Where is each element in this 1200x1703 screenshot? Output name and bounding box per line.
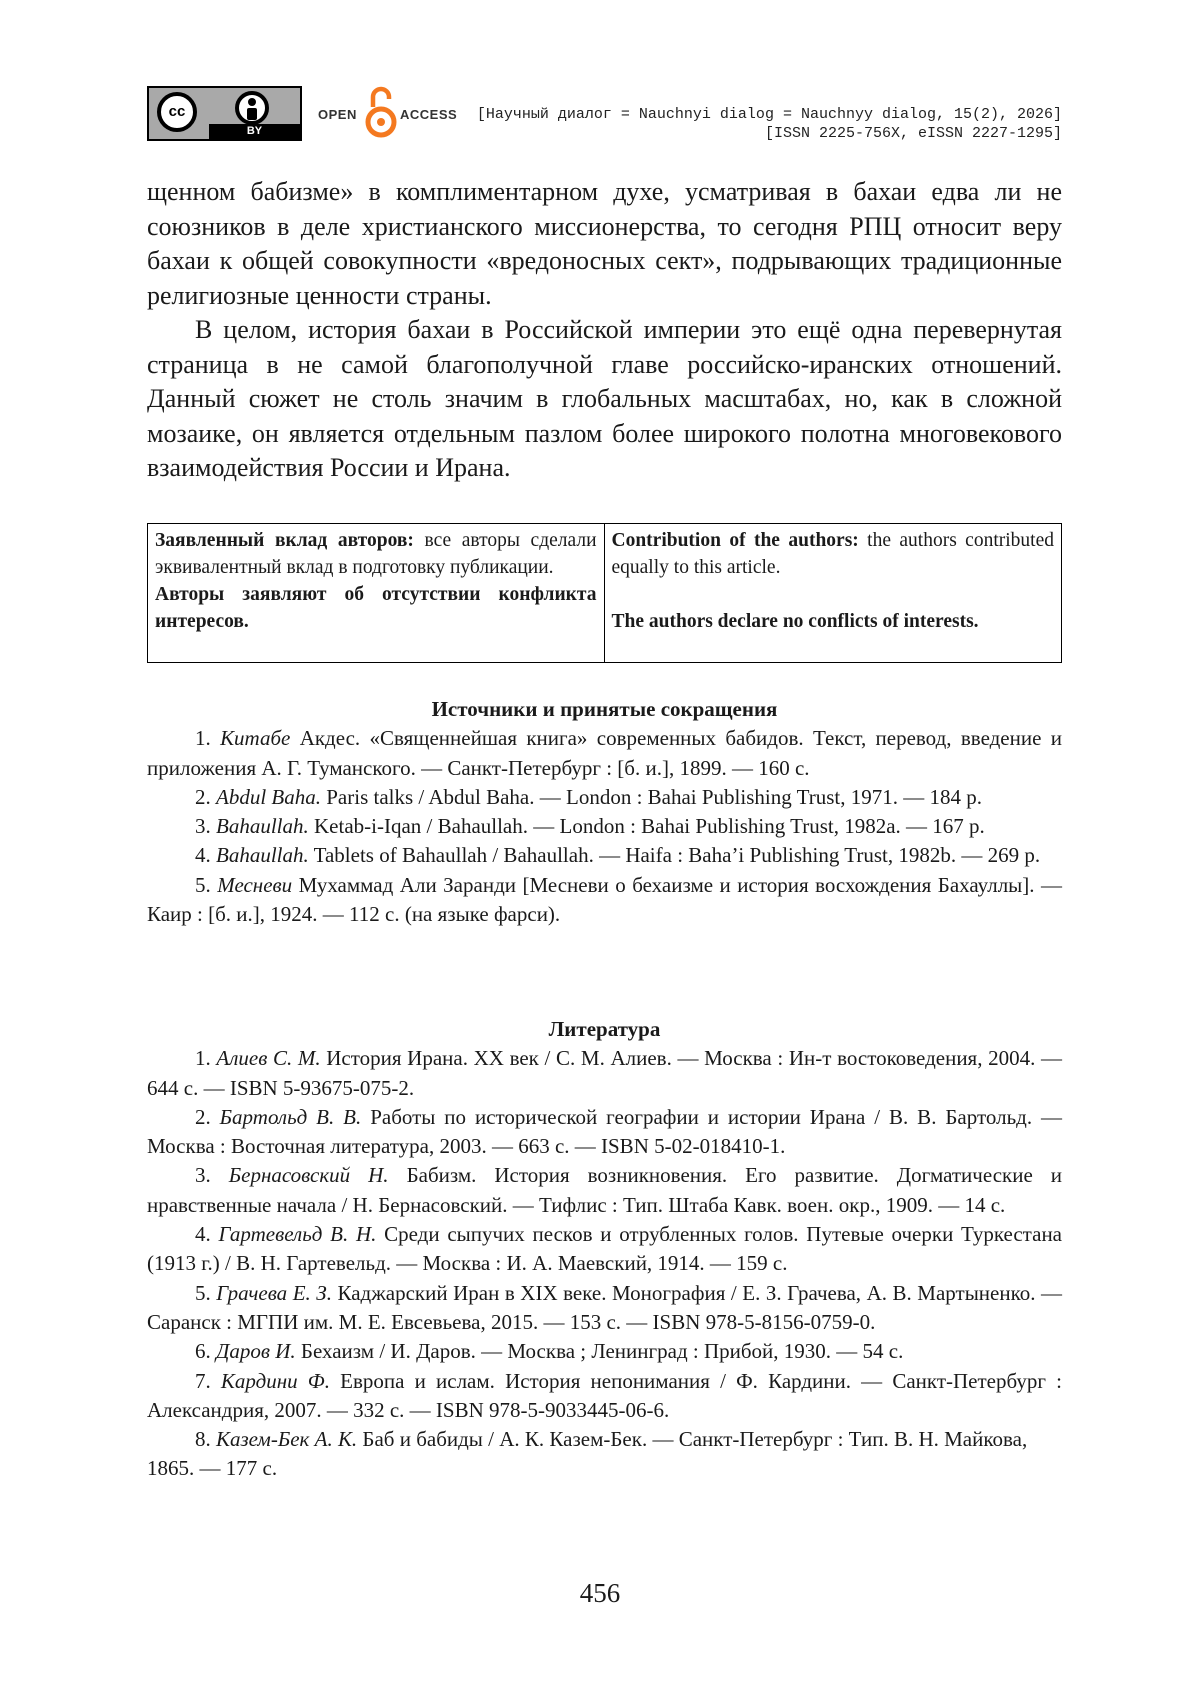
reference-item: 6. Даров И. Бехаизм / И. Даров. — Москва ; Ленинград : Прибой, 1930. — 54 с. xyxy=(195,1339,904,1364)
journal-title-line: [Научный диалог = Nauchnyi dialog = Nauchnyy dialog, 15(2), 2026] xyxy=(476,106,1062,123)
reference-item: 3. Бернасовский Н. Бабизм. История возникновения. Его развитие. Догматические и нравственные начала / Н. Бернасовский. — Тифлис : Тип. Штаба Кавк. воен. окр., 1909. — 14 с. xyxy=(147,1163,1063,1217)
reference-item: 7. Кардини Ф. Европа и ислам. История непонимания / Ф. Кардини. — Санкт-Петербург : Александрия, 2007. — 332 с. — ISBN 978-5-9033445-06-6. xyxy=(147,1368,1062,1422)
conflict-statement-en: The authors declare no conflicts of interests. xyxy=(611,611,979,632)
reference-item: 8. Казем-Бек А. К. Баб и бабиды / А. К. Казем-Бек. — Санкт-Петербург : Тип. В. Н. Майкова, 1865. — 177 с. xyxy=(147,1427,1028,1481)
paragraph: щенном бабизме» в комплиментарном духе, усматривая в бахаи едва ли не союзников в деле христианского миссионерства, то сегодня РПЦ относит веру бахаи к общей совокупности «вредоносных сект», подрывающих традиционные религиозные ценности страны. xyxy=(147,177,1062,310)
cc-text: cc xyxy=(168,103,186,120)
by-label: BY xyxy=(209,124,300,139)
contribution-text-ru: все авторы сделали эквивалентный вклад в подготовку публикации. xyxy=(155,530,597,578)
attribution-icon xyxy=(235,91,269,125)
open-access-logo xyxy=(318,85,458,140)
journal-citation xyxy=(477,105,1062,143)
reference-item: 2. Бартольд В. В. Работы по исторической географии и истории Ирана / В. В. Бартольд. — Москва : Восточная литература, 2003. — 663 с. — ISBN 5-02-018410-1. xyxy=(147,1104,1062,1159)
contribution-table xyxy=(147,523,1062,663)
open-access-lock-icon xyxy=(364,85,398,140)
reference-item: 1. Алиев С. М. История Ирана. XX век / С. М. Алиев. — Москва : Ин-т востоковедения, 2004. — 644 с. — ISBN 5-93675-075-2. xyxy=(147,1046,1062,1100)
reference-item: 5. Грачева Е. З. Каджарский Иран в XIX веке. Монография / Е. З. Грачева, А. В. Мартыненко. — Саранск : МГПИ им. М. Е. Евсевьева, 2015. — 153 с. — ISBN 978-5-8156-0759-0. xyxy=(147,1280,1063,1334)
sources-heading: Источники и принятые сокращения xyxy=(431,697,778,721)
open-access-open-text: OPEN xyxy=(318,107,357,122)
contribution-label-ru: Заявленный вклад авторов: xyxy=(155,530,414,551)
conflict-statement-ru: Авторы заявляют об отсутствии конфликта интересов. xyxy=(155,584,597,632)
paragraph: В целом, история бахаи в Российской империи это ещё одна перевернутая страница в не самой благополучной главе российско-иранских отношений. Данный сюжет не столь значим в глобальных масштабах, но, как в сложной мозаике, он является отдельным пазлом более широкого полотна многовекового взаимодействия России и Ирана. xyxy=(147,315,1062,482)
reference-item: 4. Гартевельд В. Н. Среди сыпучих песков и отрубленных голов. Путевые очерки Туркестана (1913 г.) / В. Н. Гартевельд. — Москва : И. А. Маевский, 1914. — 159 с. xyxy=(147,1222,1062,1276)
literature-heading: Литература xyxy=(548,1017,661,1041)
cc-icon xyxy=(157,92,197,132)
journal-issn-line: [ISSN 2225-756X, eISSN 2227-1295] xyxy=(764,125,1062,142)
reference-item: 2. Abdul Baha. Paris talks / Abdul Baha. — London : Bahai Publishing Trust, 1971. — 184 p. xyxy=(195,784,982,809)
body-text xyxy=(147,175,1062,486)
contribution-text-en: the authors contributed equally to this article. xyxy=(611,530,1054,578)
contribution-label-en: Contribution of the authors: xyxy=(611,530,859,551)
reference-item: 4. Bahaullah. Tablets of Bahaullah / Bahaullah. — Haifa : Baha’i Publishing Trust, 1982b. — 269 p. xyxy=(195,843,1041,868)
open-access-access-text: ACCESS xyxy=(400,107,458,122)
reference-item: 3. Bahaullah. Ketab-i-Iqan / Bahaullah. — London : Bahai Publishing Trust, 1982a. — 167 p. xyxy=(195,814,985,839)
reference-item: 1. Китабе Акдес. «Священнейшая книга» современных бабидов. Текст, перевод, введение и приложения А. Г. Туманского. — Санкт-Петербург : [б. и.], 1899. — 160 с. xyxy=(147,726,1062,780)
sources-section xyxy=(147,695,1062,929)
contribution-cell-ru xyxy=(148,524,605,662)
page-number: 456 xyxy=(579,1578,621,1608)
cc-by-license-badge xyxy=(147,86,302,141)
literature-section xyxy=(147,1015,1062,1484)
contribution-cell-en xyxy=(605,524,1062,662)
reference-item: 5. Месневи Мухаммад Али Заранди [Месневи о бехаизме и история восхождения Бахауллы]. — Каир : [б. и.], 1924. — 112 с. (на языке фарси). xyxy=(147,872,1063,927)
